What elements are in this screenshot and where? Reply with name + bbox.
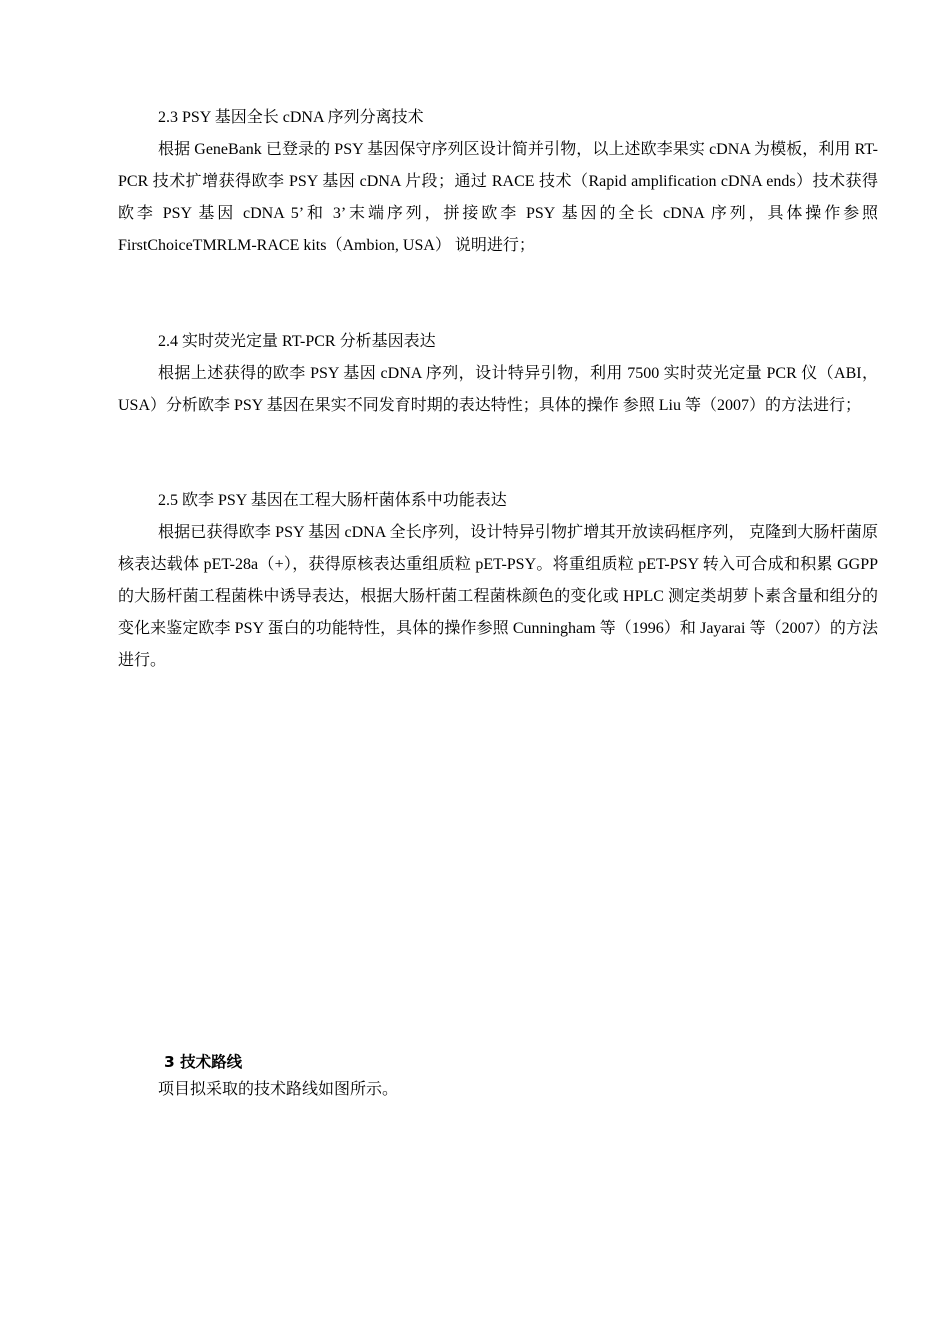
section-heading-2-4: 2.4 实时荧光定量 RT-PCR 分析基因表达: [158, 333, 436, 350]
section-3: [118, 1048, 878, 1104]
section-paragraph-2-5: 根据已获得欧李 PSY 基因 cDNA 全长序列，设计特异引物扩增其开放读码框序列， 克隆到大肠杆菌原核表达载体 pET-28a（+），获得原核表达重组质粒 pET-PSY。将重组质粒 pET-PSY 转入可合成和积累 GGPP 的大肠杆菌工程菌株中诱导表达，根据大肠杆菌工程菌株颜色的变化或 HPLC 测定类胡萝卜素含量和组分的变化来鉴定欧李 PSY 蛋白的功能特性，具体的操作参照 Cunningham 等（1996）和 Jayarai 等（2007）的方法进行。: [118, 524, 878, 669]
section-heading-2-5: 2.5 欧李 PSY 基因在工程大肠杆菌体系中功能表达: [158, 492, 507, 509]
section-2-5: [118, 485, 878, 677]
section-heading-2-3: 2.3 PSY 基因全长 cDNA 序列分离技术: [158, 109, 424, 126]
section-2-3: [118, 102, 878, 262]
section-paragraph-2-4: 根据上述获得的欧李 PSY 基因 cDNA 序列，设计特异引物，利用 7500 实时荧光定量 PCR 仪（ABI，USA）分析欧李 PSY 基因在果实不同发育时期的表达特性；具体的操作 参照 Liu 等（2007）的方法进行；: [118, 365, 878, 414]
section-2-4: [118, 326, 878, 422]
section-heading-3: 3 技术路线: [164, 1053, 243, 1071]
section-paragraph-2-3: 根据 GeneBank 已登录的 PSY 基因保守序列区设计简并引物，以上述欧李果实 cDNA 为模板，利用 RT-PCR 技术扩增获得欧李 PSY 基因 cDNA 片段；通过 RACE 技术（Rapid amplification cDNA ends）技术获得欧李 PSY 基因 cDNA 5’和 3’末端序列，拼接欧李 PSY 基因的全长 cDNA 序列，具体操作参照 FirstChoiceTMRLM-RACE kits（Ambion, USA） 说明进行；: [118, 141, 878, 254]
section-paragraph-3: 项目拟采取的技术路线如图所示。: [158, 1081, 399, 1098]
